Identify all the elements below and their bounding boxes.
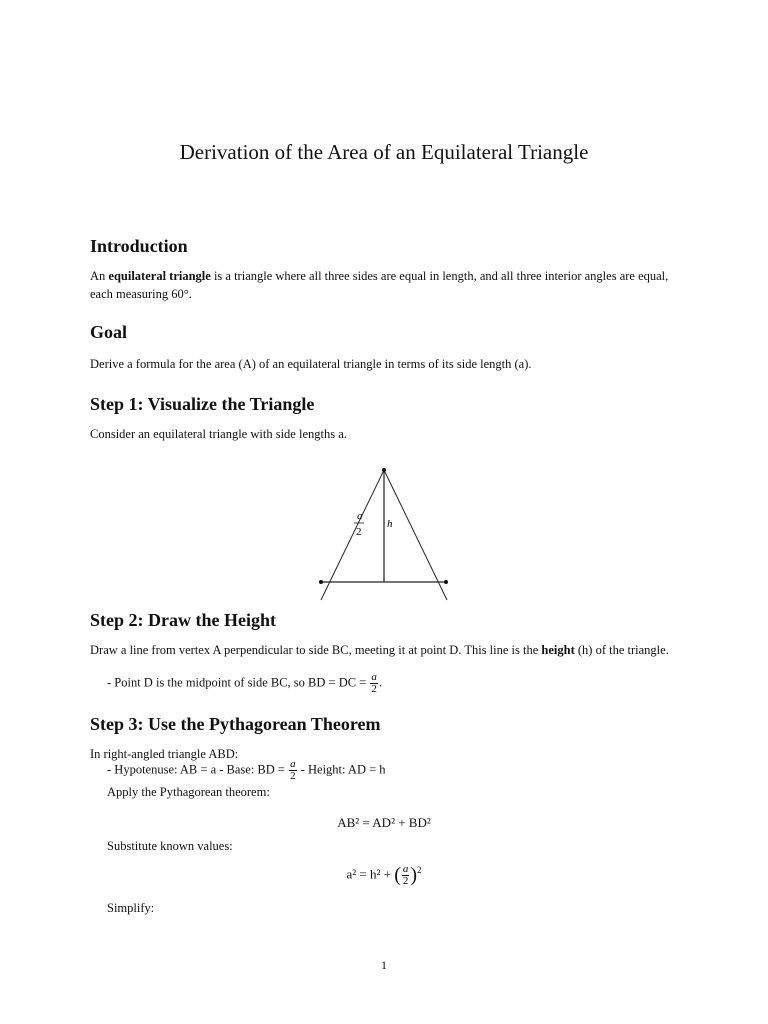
vertex-c <box>444 580 448 584</box>
side-ac <box>384 470 447 600</box>
heading-goal: Goal <box>90 322 128 342</box>
step2-bullet: - Point D is the midpoint of side BC, so BD = DC = $\frac{a}{2}$ . <box>107 671 383 695</box>
heading-introduction: Introduction <box>90 236 188 256</box>
label-height: h <box>387 518 393 530</box>
step2-paragraph: Draw a line from vertex A perpendicular to side BC, meeting it at point D. This line is the height (h) of the triangle. <box>90 643 669 657</box>
step3-line1: In right-angled triangle ABD: <box>90 747 239 761</box>
equation-pythagoras: AB² = AD² + BD² <box>337 815 431 830</box>
heading-step3: Step 3: Use the Pythagorean Theorem <box>90 714 381 734</box>
fraction-a-over-2: $\frac{a}{2}$ <box>290 758 296 782</box>
side-ab <box>321 470 384 600</box>
page-number: 1 <box>381 958 387 972</box>
triangle-figure <box>300 460 470 605</box>
fraction-a-over-2: $\frac{a}{2}$ <box>371 671 377 695</box>
label-side-den: 2 <box>356 526 362 538</box>
intro-paragraph: An equilateral triangle is a triangle where all three sides are equal in length, and all three interior angles are equal, each measuring 60°. <box>90 269 669 301</box>
step3-line3: Apply the Pythagorean theorem: <box>107 785 270 799</box>
page-title: Derivation of the Area of an Equilateral Triangle <box>179 140 589 164</box>
vertex-a <box>382 468 386 472</box>
label-side-num: a <box>357 510 363 522</box>
heading-step1: Step 1: Visualize the Triangle <box>90 394 315 414</box>
equation-substituted: a² = h² + ( $\frac{a}{2}$ )$^2$ <box>346 863 422 887</box>
goal-paragraph: Derive a formula for the area (A) of an equilateral triangle in terms of its side length (a). <box>90 357 532 371</box>
step1-paragraph: Consider an equilateral triangle with side lengths a. <box>90 427 347 441</box>
vertex-b <box>319 580 323 584</box>
step3-line5: Simplify: <box>107 901 155 915</box>
term-height: height <box>541 643 575 657</box>
heading-step2: Step 2: Draw the Height <box>90 610 276 630</box>
step3-line2: - Hypotenuse: AB = a - Base: BD = $\frac{a}{2}$ - Height: AD = h <box>107 758 386 782</box>
step3-line4: Substitute known values: <box>107 839 233 853</box>
term-equilateral-triangle: equilateral triangle <box>108 269 211 283</box>
